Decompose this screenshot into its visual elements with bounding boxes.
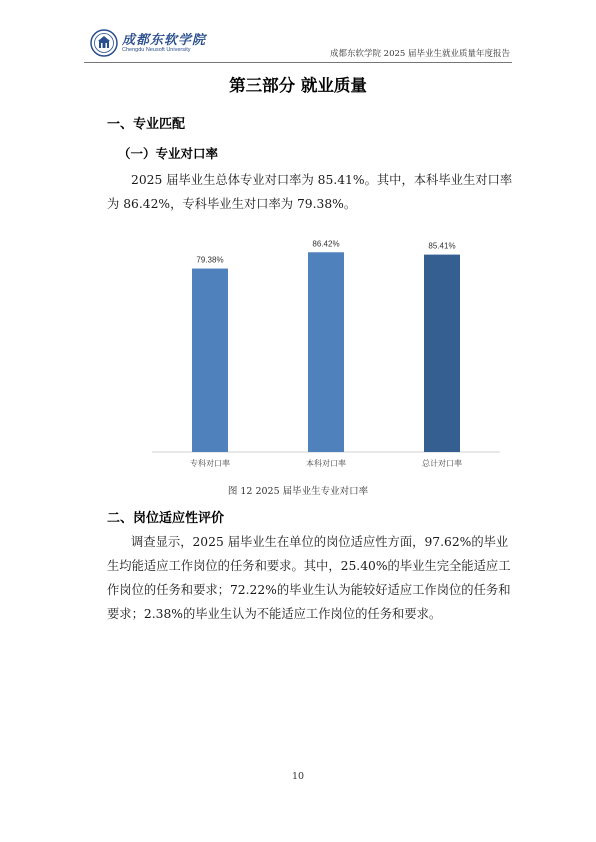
paragraph-line: 要求；2.38%的毕业生认为不能适应工作岗位的任务和要求。 (107, 607, 442, 621)
report-header-title: 成都东软学院 2025 届毕业生就业质量年度报告 (329, 49, 510, 59)
subsection-heading-match-rate: （一）专业对口率 (118, 146, 219, 161)
category-label-2: 总计对口率 (422, 459, 462, 468)
match-rate-chart (152, 236, 500, 476)
category-label-0: 专科对口率 (190, 459, 230, 468)
university-logo-name: 成都东软学院 (122, 33, 207, 48)
bar-0 (192, 269, 228, 452)
paragraph-line: 2025 届毕业生总体专业对口率为 85.41%。其中，本科毕业生对口率 (131, 173, 513, 187)
bar-value-label-1: 86.42% (312, 239, 340, 249)
paragraph-match-rate (107, 168, 513, 216)
paragraph-line: 作岗位的任务和要求；72.22%的毕业生认为能较好适应工作岗位的任务和 (107, 583, 511, 597)
university-logo-english: Chengdu Neusoft University (122, 47, 191, 53)
bar-1 (308, 252, 344, 452)
bar-value-label-2: 85.41% (428, 241, 456, 251)
page-header (84, 26, 512, 63)
bar-value-label-0: 79.38% (196, 255, 224, 265)
paragraph-line: 生均能适应工作岗位的任务和要求。其中，25.40%的毕业生完全能适应工 (107, 559, 511, 573)
paragraph-job-adaptability (107, 530, 511, 626)
page-number: 10 (291, 771, 305, 782)
paragraph-line: 调查显示，2025 届毕业生在单位的岗位适应性方面，97.62%的毕业 (131, 535, 509, 549)
category-label-1: 本科对口率 (306, 459, 346, 468)
section-heading-job-adaptability: 二、岗位适应性评价 (107, 511, 225, 526)
figure-caption: 图 12 2025 届毕业生专业对口率 (227, 486, 369, 497)
bar-2 (424, 255, 460, 452)
section-heading-major-match: 一、专业匹配 (107, 117, 186, 132)
bar-chart-svg (152, 236, 500, 476)
paragraph-line: 为 86.42%，专科毕业生对口率为 79.38%。 (107, 197, 357, 211)
university-logo-icon (90, 29, 118, 57)
chapter-title: 第三部分 就业质量 (229, 76, 367, 95)
